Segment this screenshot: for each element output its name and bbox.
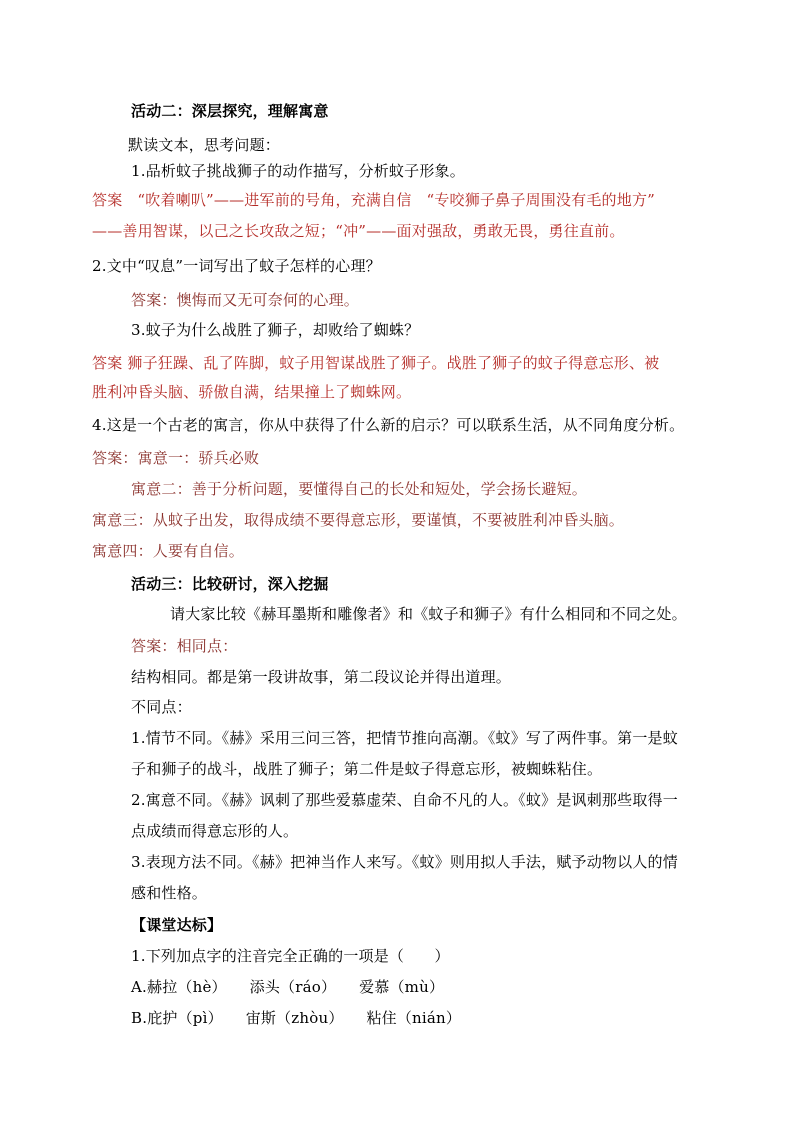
difference-3-line-2: 感和性格。 [131,884,208,902]
classroom-option-a: A.赫拉（hè） 添头（ráo） 爱慕（mù） [131,978,445,996]
activity3-same: 结构相同。都是第一段讲故事，第二段议论并得出道理。 [131,668,512,686]
question-4: 4.这是一个古老的寓言，你从中获得了什么新的启示？可以联系生活，从不同角度分析。 [92,416,685,434]
difference-1-line-1: 1.情节不同。《赫》采用三问三答，把情节推向高潮。《蚊》写了两件事。第一是蚊 [131,729,678,747]
difference-1-line-2: 子和狮子的战斗，战胜了狮子；第二件是蚊子得意忘形，被蜘蛛粘住。 [131,760,603,778]
activity3-title: 活动三：比较研讨，深入挖掘 [131,575,329,593]
answer-4-line-2: 寓意二：善于分析问题，要懂得自己的长处和短处，学会扬长避短。 [131,480,588,498]
answer-4-line-4: 寓意四：人要有自信。 [92,542,245,560]
answer-4-line-3: 寓意三：从蚊子出发，取得成绩不要得意忘形，要谨慎，不要被胜利冲昏头脑。 [92,511,625,529]
difference-3-line-1: 3.表现方法不同。《赫》把神当作人来写。《蚊》则用拟人手法，赋予动物以人的情 [131,853,678,871]
classroom-question-1: 1.下列加点字的注音完全正确的一项是（ ） [131,947,450,965]
difference-2-line-2: 点成绩而得意忘形的人。 [131,822,299,840]
activity3-answer-label: 答案：相同点： [131,637,238,655]
answer-1-part-2: “专咬狮子鼻子周围没有毛的地方” [426,191,656,209]
answer-1-line-2: ——善用智谋，以己之长攻敌之短；“冲”——面对强敌，勇敢无畏，勇往直前。 [92,222,625,240]
question-2: 2.文中“叹息”一词写出了蚊子怎样的心理？ [92,257,381,275]
classroom-option-b: B.庇护（pì） 宙斯（zhòu） 粘住（nián） [131,1009,462,1027]
activity2-intro: 默读文本，思考问题： [128,136,281,154]
answer-2: 答案：懊悔而又无可奈何的心理。 [131,291,360,309]
difference-2-line-1: 2.寓意不同。《赫》讽刺了那些爱慕虚荣、自命不凡的人。《蚊》是讽刺那些取得一 [131,791,678,809]
answer-3-line-1: 答案 狮子狂躁、乱了阵脚，蚊子用智谋战胜了狮子。战胜了狮子的蚊子得意忘形、被 [92,354,660,372]
answer-4-line-1: 答案：寓意一：骄兵必败 [92,449,260,467]
activity3-diff-label: 不同点： [131,698,192,716]
activity3-prompt: 请大家比较《赫耳墨斯和雕像者》和《蚊子和狮子》有什么相同和不同之处。 [170,605,687,623]
answer-1-line-1 [92,190,655,210]
question-1: 1.品析蚊子挑战狮子的动作描写，分析蚊子形象。 [131,162,465,180]
activity2-title: 活动二：深层探究，理解寓意 [131,102,329,120]
question-3: 3.蚊子为什么战胜了狮子，却败给了蜘蛛？ [131,321,420,339]
answer-label: 答案 [92,191,123,209]
answer-3-line-2: 胜利冲昏头脑、骄傲自满，结果撞上了蜘蛛网。 [92,383,412,401]
answer-1-part-1: “吹着喇叭”——进军前的号角，充满自信 [137,191,412,209]
classroom-title: 【课堂达标】 [131,916,223,934]
